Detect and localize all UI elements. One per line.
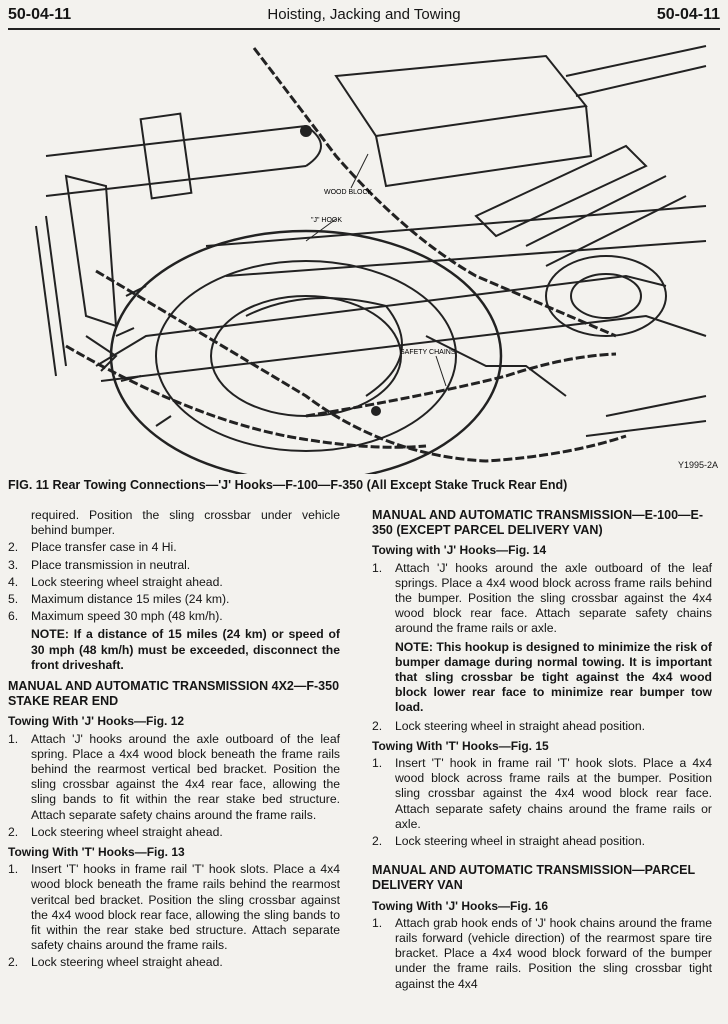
wood-block-label: WOOD BLOCK — [324, 189, 373, 196]
list-item: 1. Attach grab hook ends of 'J' hook chains around the frame rails forward (vehicle direction) of the rearmost spare tire bracket. Place a 4x4 wood block forward of the bumper under the frame rails. Position the sling crossbar tight against the 4x4 — [372, 915, 712, 991]
list-item: 6. Maximum speed 30 mph (48 km/h). — [8, 609, 223, 624]
section-title-header: Hoisting, Jacking and Towing — [267, 6, 461, 23]
list-item: 1. Insert 'T' hooks in frame rail 'T' hook slots. Place a 4x4 wood block beneath the frame rails behind the rearmost veritcal bed bracket. Position the sling crossbar against the 4x4 wood block rear face, allowing the sling bands to fit within the rear stake bed structure. Attach separate safety chains around the frame rails. — [8, 862, 340, 953]
subsection-heading: Towing With 'T' Hooks—Fig. 13 — [8, 845, 185, 860]
figure-caption: FIG. 11 Rear Towing Connections—'J' Hooks—F-100—F-350 (All Except Stake Truck Rear End) — [8, 478, 568, 492]
page-header — [8, 4, 720, 30]
step-list — [372, 756, 712, 849]
page-number-right: 50-04-11 — [656, 6, 720, 23]
step-list — [372, 561, 712, 637]
list-item: 1. Insert 'T' hook in frame rail 'T' hook slots. Place a 4x4 wood block across frame rails at the bumper. Position sling crossbar against the 4x4 wood block rear face. Attach separate safety chains around the frame rails or axle. — [372, 756, 712, 831]
section-heading: MANUAL AND AUTOMATIC TRANSMISSION 4X2—F-350 STAKE REAR END — [8, 679, 340, 709]
step-list — [8, 732, 340, 840]
right-column — [372, 508, 712, 994]
page-number-left: 50-04-11 — [8, 6, 72, 23]
j-hook-label: "J" HOOK — [311, 217, 343, 224]
list-item: 2. Lock steering wheel straight ahead. — [8, 824, 223, 839]
left-column — [8, 508, 340, 973]
list-item: 2. Place transfer case in 4 Hi. — [8, 540, 177, 555]
list-item: 1. Attach 'J' hooks around the axle outboard of the leaf spring. Place a 4x4 wood block beneath the frame rails behind the rearmost vertical bed bracket. Position the sling crossbar against the 4x4 rear face, allowing the sling bands to fit within the rear stake bed structure. Attach separate safety chains around the frame rails. — [8, 731, 340, 822]
step-list — [372, 719, 712, 734]
list-item: 2. Lock steering wheel in straight ahead position. — [372, 718, 645, 733]
step-list — [372, 916, 712, 992]
figure-id: Y1995-2A — [677, 460, 718, 470]
step-list — [8, 862, 340, 970]
note-text: NOTE: If a distance of 15 miles (24 km) or speed of 30 mph (48 km/h) must be exceeded, disconnect the front driveshaft. — [31, 627, 340, 672]
towing-illustration — [6, 36, 722, 474]
list-item: 1. Attach 'J' hooks around the axle outboard of the leaf springs. Place a 4x4 wood block across frame rails behind the bumper. Position the sling crossbar against the 4x4 wood block rear face. Attach separate safety chains around the frame rails or axle. — [372, 560, 712, 636]
subsection-heading: Towing With 'J' Hooks—Fig. 12 — [8, 714, 185, 729]
note-text: NOTE: This hookup is designed to minimize the risk of bumper damage during normal towing. It is important that sling crossbar be tight against the 4x4 wood block lower rear face to minimize rear bumper tow load. — [395, 639, 712, 715]
list-item: 5. Maximum distance 15 miles (24 km). — [8, 592, 230, 607]
subsection-heading: Towing with 'J' Hooks—Fig. 14 — [372, 543, 547, 558]
subsection-heading: Towing With 'T' Hooks—Fig. 15 — [372, 738, 549, 753]
section-heading: MANUAL AND AUTOMATIC TRANSMISSION—E-100—E-350 (EXCEPT PARCEL DELIVERY VAN) — [372, 508, 704, 538]
subsection-heading: Towing With 'J' Hooks—Fig. 16 — [372, 898, 549, 913]
list-item: 2. Lock steering wheel straight ahead. — [8, 955, 223, 970]
continued-text: required. Position the sling crossbar under vehicle behind bumper. — [31, 508, 340, 538]
step-list — [8, 540, 340, 624]
list-item: 4. Lock steering wheel straight ahead. — [8, 574, 223, 589]
list-item: 3. Place transmission in neutral. — [8, 557, 191, 572]
section-heading: MANUAL AND AUTOMATIC TRANSMISSION—PARCEL DELIVERY VAN — [372, 863, 695, 893]
list-item: 2. Lock steering wheel in straight ahead position. — [372, 834, 645, 849]
safety-chains-label: SAFETY CHAINS — [400, 349, 456, 356]
